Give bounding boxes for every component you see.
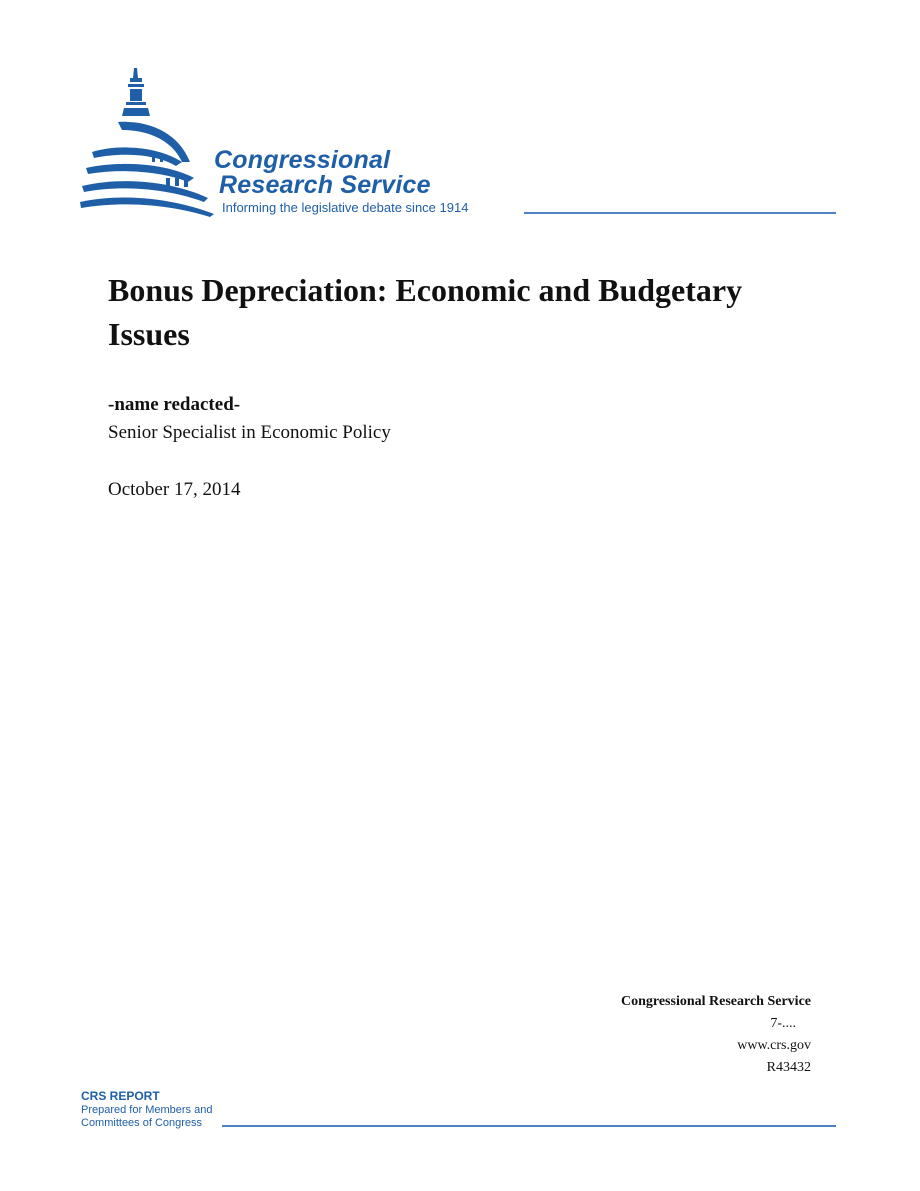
tagline-divider [524, 212, 836, 214]
prepared-for-line1: Prepared for Members and [81, 1103, 213, 1116]
report-title: Bonus Depreciation: Economic and Budgetary Issues [108, 272, 743, 352]
report-date: October 17, 2014 [108, 479, 241, 500]
author-role: Senior Specialist in Economic Policy [108, 422, 391, 443]
publisher-website: www.crs.gov [737, 1038, 811, 1053]
brand-name-line2: Research Service [219, 171, 431, 199]
footer-divider [222, 1125, 836, 1127]
brand-name-line1: Congressional [214, 146, 391, 174]
report-number: R43432 [766, 1060, 811, 1075]
prepared-for-line2: Committees of Congress [81, 1117, 203, 1129]
publisher-phone: 7-.... [770, 1016, 796, 1031]
brand-tagline: Informing the legislative debate since 1914 [222, 200, 469, 215]
crs-report-heading: CRS REPORT [81, 1089, 160, 1103]
crs-report-label [81, 1090, 212, 1131]
publisher-name: Congressional Research Service [620, 994, 811, 1009]
capitol-dome-icon [78, 62, 218, 218]
publisher-info [621, 991, 811, 1079]
crs-logo [78, 62, 838, 222]
author-name: -name redacted- [108, 394, 241, 415]
